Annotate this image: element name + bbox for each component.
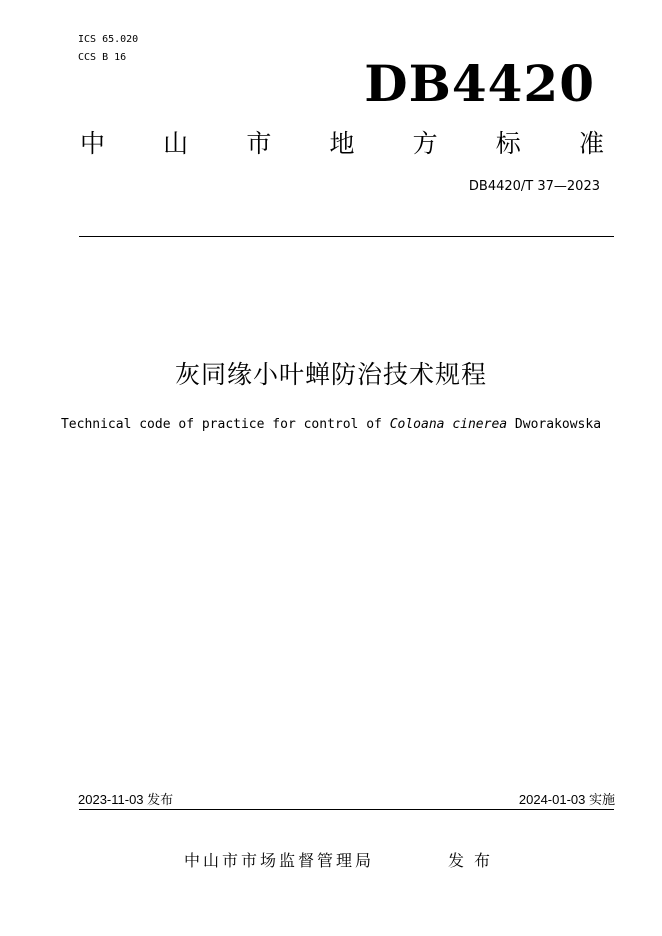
issue-label: 发布 bbox=[448, 851, 501, 870]
document-title-cn: 灰同缘小叶蝉防治技术规程 bbox=[174, 360, 487, 389]
standard-type-char: 中 bbox=[80, 129, 106, 158]
standard-type-heading bbox=[80, 126, 604, 162]
standard-type-char: 标 bbox=[495, 129, 521, 158]
ics-code: ICS 65.020 bbox=[78, 34, 139, 45]
standard-type-char: 地 bbox=[329, 129, 355, 158]
standard-type-char: 方 bbox=[412, 129, 438, 158]
issuing-authority: 中山市市场监督管理局 bbox=[184, 851, 375, 870]
title-en-species: Coloana cinerea bbox=[389, 417, 508, 432]
top-divider bbox=[79, 236, 614, 237]
document-title-en bbox=[0, 415, 662, 435]
standard-type-char: 准 bbox=[578, 129, 604, 158]
standard-number: DB4420/T 37—2023 bbox=[468, 179, 600, 194]
standard-type-char: 市 bbox=[246, 129, 272, 158]
bottom-divider bbox=[79, 809, 614, 810]
title-en-suffix: Dworakowska bbox=[507, 417, 602, 432]
title-en-prefix: Technical code of practice for control of bbox=[60, 417, 390, 432]
db-logo: DB4420 bbox=[364, 54, 595, 113]
standard-type-char: 山 bbox=[163, 129, 189, 158]
implement-date: 2024-01-03 实施 bbox=[518, 792, 615, 807]
ccs-code: CCS B 16 bbox=[78, 52, 127, 63]
publish-date: 2023-11-03 发布 bbox=[78, 792, 174, 807]
